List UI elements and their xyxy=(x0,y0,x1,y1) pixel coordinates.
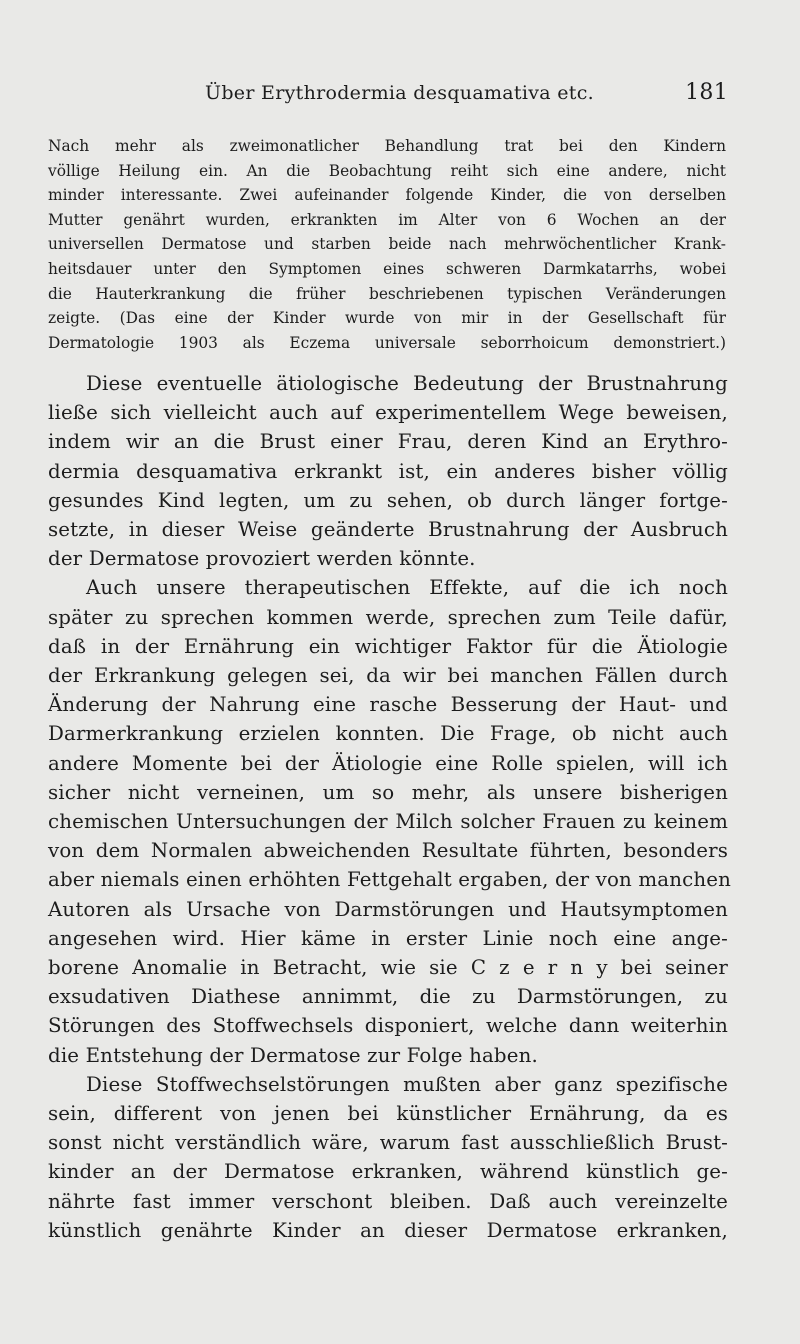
text-line: Diese eventuelle ätiologische Bedeutung der Brustnahrung xyxy=(86,372,728,395)
footnote-line: Dermatologie 1903 als Eczema universale seborrhoicum demonstriert.) xyxy=(48,333,726,352)
text-line: ließe sich vielleicht auch auf experimentellem Wege beweisen, xyxy=(48,401,728,425)
footnote-line: Mutter genährt wurden, erkrankten im Alter von 6 Wochen an der xyxy=(48,210,726,229)
text-line: die Entstehung der Dermatose zur Folge haben. xyxy=(48,1043,538,1067)
text-line: andere Momente bei der Ätiologie eine Rolle spielen, will ich xyxy=(48,751,728,775)
text-line: nährte fast immer verschont bleiben. Daß auch vereinzelte xyxy=(48,1189,728,1213)
footnote-line: zeigte. (Das eine der Kinder wurde von mir in der Gesellschaft für xyxy=(48,309,726,328)
text-line: der Dermatose provoziert werden könnte. xyxy=(48,547,476,571)
footnote-line: universellen Dermatose und starben beide nach mehrwöchentlicher Krank- xyxy=(48,235,726,254)
footnote-block xyxy=(48,134,726,355)
text-line: gesundes Kind legten, um zu sehen, ob durch länger fortge- xyxy=(48,488,728,512)
text-line: der Erkrankung gelegen sei, da wir bei manchen Fällen durch xyxy=(48,664,728,688)
text-line: borene Anomalie in Betracht, wie sie C z e r n y bei seiner xyxy=(48,956,728,980)
body-text xyxy=(48,369,731,1245)
footnote-line: heitsdauer unter den Symptomen eines schweren Darmkatarrhs, wobei xyxy=(48,259,726,278)
text-line: angesehen wird. Hier käme in erster Linie noch eine ange- xyxy=(48,926,728,950)
footnote-line: völlige Heilung ein. An die Beobachtung reiht sich eine andere, nicht xyxy=(48,161,726,180)
text-line: Diese Stoffwechselstörungen mußten aber ganz spezifische xyxy=(86,1072,728,1096)
text-line: später zu sprechen kommen werde, sprechen zum Teile dafür, xyxy=(48,605,728,629)
footnote-line: Nach mehr als zweimonatlicher Behandlung trat bei den Kindern xyxy=(48,137,726,155)
text-line: künstlich genährte Kinder an dieser Dermatose erkranken, xyxy=(48,1218,728,1242)
text-line: sicher nicht verneinen, um so mehr, als unsere bisherigen xyxy=(48,780,728,804)
footnote-line: minder interessante. Zwei aufeinander folgende Kinder, die von derselben xyxy=(48,186,726,205)
text-line: Autoren als Ursache von Darmstörungen und Hautsymptomen xyxy=(48,897,728,921)
text-line: indem wir an die Brust einer Frau, deren Kind an Erythro- xyxy=(48,430,728,454)
page-number: 181 xyxy=(685,80,728,105)
text-line: von dem Normalen abweichenden Resultate führten, besonders xyxy=(48,839,728,863)
text-line: sonst nicht verständlich wäre, warum fast ausschließlich Brust- xyxy=(48,1131,728,1155)
paragraph-2 xyxy=(48,573,731,1069)
text-line: daß in der Ernährung ein wichtiger Faktor für die Ätiologie xyxy=(48,634,728,658)
text-line: setzte, in dieser Weise geänderte Brustnahrung der Ausbruch xyxy=(48,518,728,542)
text-line: aber niemals einen erhöhten Fettgehalt ergaben, der von manchen xyxy=(48,868,731,892)
text-line: Störungen des Stoffwechsels disponiert, welche dann weiterhin xyxy=(48,1014,728,1038)
text-line: chemischen Untersuchungen der Milch solcher Frauen zu keinem xyxy=(48,810,728,834)
page-header xyxy=(48,82,728,112)
footnote-line: die Hauterkrankung die früher beschriebenen typischen Veränderungen xyxy=(48,284,726,303)
text-line: Änderung der Nahrung eine rasche Besserung der Haut- und xyxy=(48,693,728,717)
text-line: kinder an der Dermatose erkranken, während künstlich ge- xyxy=(48,1160,728,1184)
text-line: dermia desquamativa erkrankt ist, ein anderes bisher völlig xyxy=(48,459,728,483)
text-line: sein, different von jenen bei künstlicher Ernährung, da es xyxy=(48,1102,728,1126)
text-line: Darmerkrankung erzielen konnten. Die Frage, ob nicht auch xyxy=(48,722,728,746)
text-line: Auch unsere therapeutischen Effekte, auf die ich noch xyxy=(86,576,728,600)
text-line: exsudativen Diathese annimmt, die zu Darmstörungen, zu xyxy=(48,985,728,1009)
paragraph-1 xyxy=(48,369,728,573)
running-title: Über Erythrodermia desquamativa etc. xyxy=(205,82,594,104)
paragraph-3 xyxy=(48,1070,728,1245)
